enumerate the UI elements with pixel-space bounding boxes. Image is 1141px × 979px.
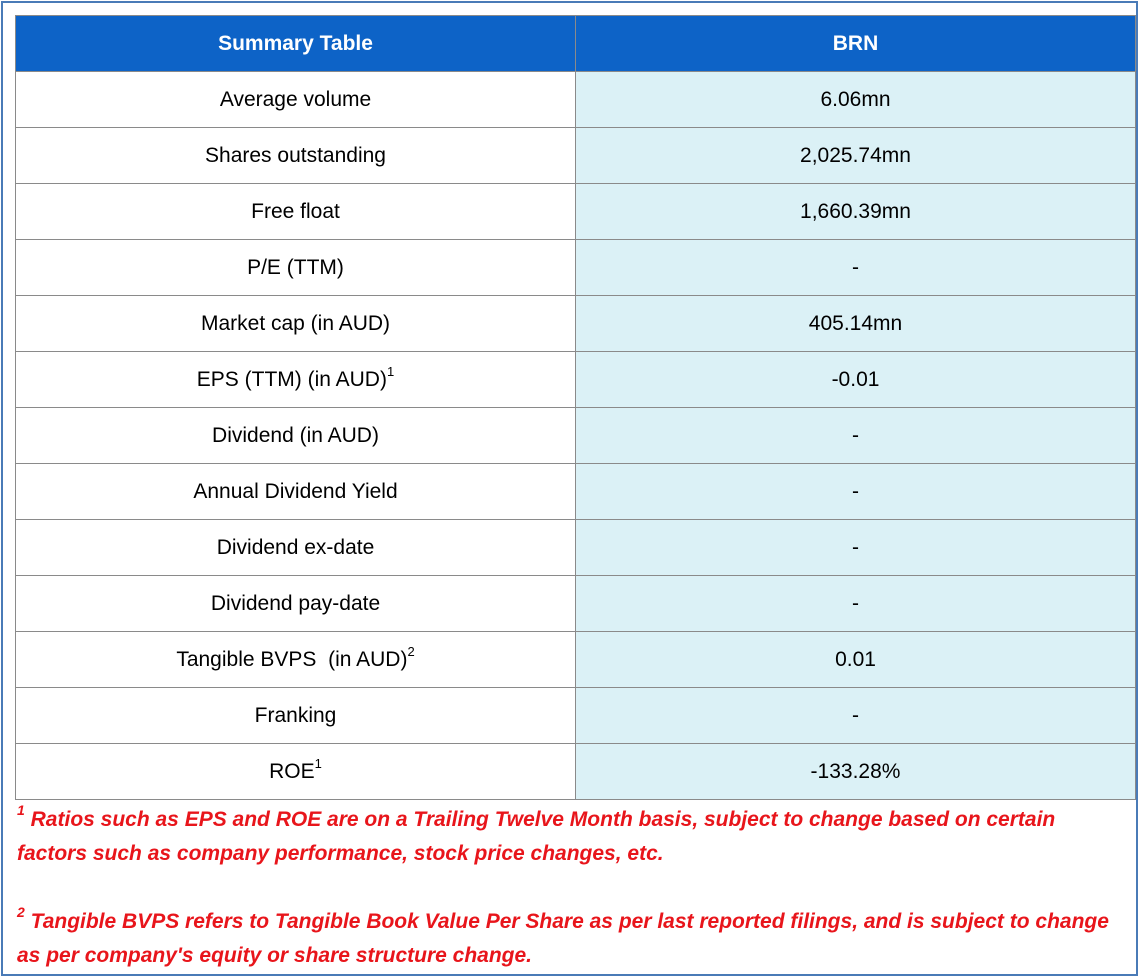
- footnote-text: Ratios such as EPS and ROE are on a Trailing Twelve Month basis, subject to change based on certain factors such as company performance, stock price changes, etc.: [17, 808, 1056, 865]
- table-row: [16, 464, 1136, 520]
- row-value: -133.28%: [576, 744, 1136, 800]
- summary-frame: [1, 1, 1138, 976]
- row-label: ROE$^1$: [16, 744, 576, 800]
- row-value: 0.01: [576, 632, 1136, 688]
- row-label: Free float: [16, 184, 576, 240]
- footnote-2: [17, 905, 1127, 973]
- footnote-1: [17, 803, 1127, 871]
- header-ticker: BRN: [576, 16, 1136, 72]
- row-value: 1,660.39mn: [576, 184, 1136, 240]
- table-row: [16, 632, 1136, 688]
- row-label: Shares outstanding: [16, 128, 576, 184]
- footnote-ref: 1: [386, 363, 395, 379]
- row-label: Tangible BVPS (in AUD)$^2$: [16, 632, 576, 688]
- table-row: [16, 688, 1136, 744]
- row-label: P/E (TTM): [16, 240, 576, 296]
- row-label: EPS (TTM) (in AUD)$^1$: [16, 352, 576, 408]
- header-label: Summary Table: [16, 16, 576, 72]
- row-label: Average volume: [16, 72, 576, 128]
- footnotes: [17, 803, 1127, 973]
- table-row: [16, 576, 1136, 632]
- table-row: [16, 240, 1136, 296]
- footnote-ref: 1: [314, 755, 322, 771]
- row-label: Market cap (in AUD): [16, 296, 576, 352]
- row-label: Dividend (in AUD): [16, 408, 576, 464]
- row-value: -: [576, 688, 1136, 744]
- table-row: [16, 520, 1136, 576]
- row-value: 2,025.74mn: [576, 128, 1136, 184]
- row-label: Dividend ex-date: [16, 520, 576, 576]
- table-row: [16, 744, 1136, 800]
- row-value: -: [576, 408, 1136, 464]
- row-label: Annual Dividend Yield: [16, 464, 576, 520]
- row-value: -: [576, 464, 1136, 520]
- row-value: -: [576, 240, 1136, 296]
- table-row: [16, 352, 1136, 408]
- table-row: [16, 72, 1136, 128]
- footnote-marker: 1: [17, 802, 25, 818]
- table-row: [16, 296, 1136, 352]
- footnote-text: Tangible BVPS refers to Tangible Book Value Per Share as per last reported filings, and is subject to change as per company's equity or share structure change.: [17, 910, 1109, 967]
- row-value: -0.01: [576, 352, 1136, 408]
- footnote-marker: 2: [17, 904, 25, 920]
- footnote-ref: 2: [407, 643, 415, 659]
- table-header-row: [16, 16, 1136, 72]
- row-label: Dividend pay-date: [16, 576, 576, 632]
- summary-table: [15, 15, 1136, 800]
- row-value: -: [576, 520, 1136, 576]
- row-value: -: [576, 576, 1136, 632]
- table-row: [16, 128, 1136, 184]
- table-row: [16, 408, 1136, 464]
- row-label: Franking: [16, 688, 576, 744]
- table-row: [16, 184, 1136, 240]
- row-value: 6.06mn: [576, 72, 1136, 128]
- row-value: 405.14mn: [576, 296, 1136, 352]
